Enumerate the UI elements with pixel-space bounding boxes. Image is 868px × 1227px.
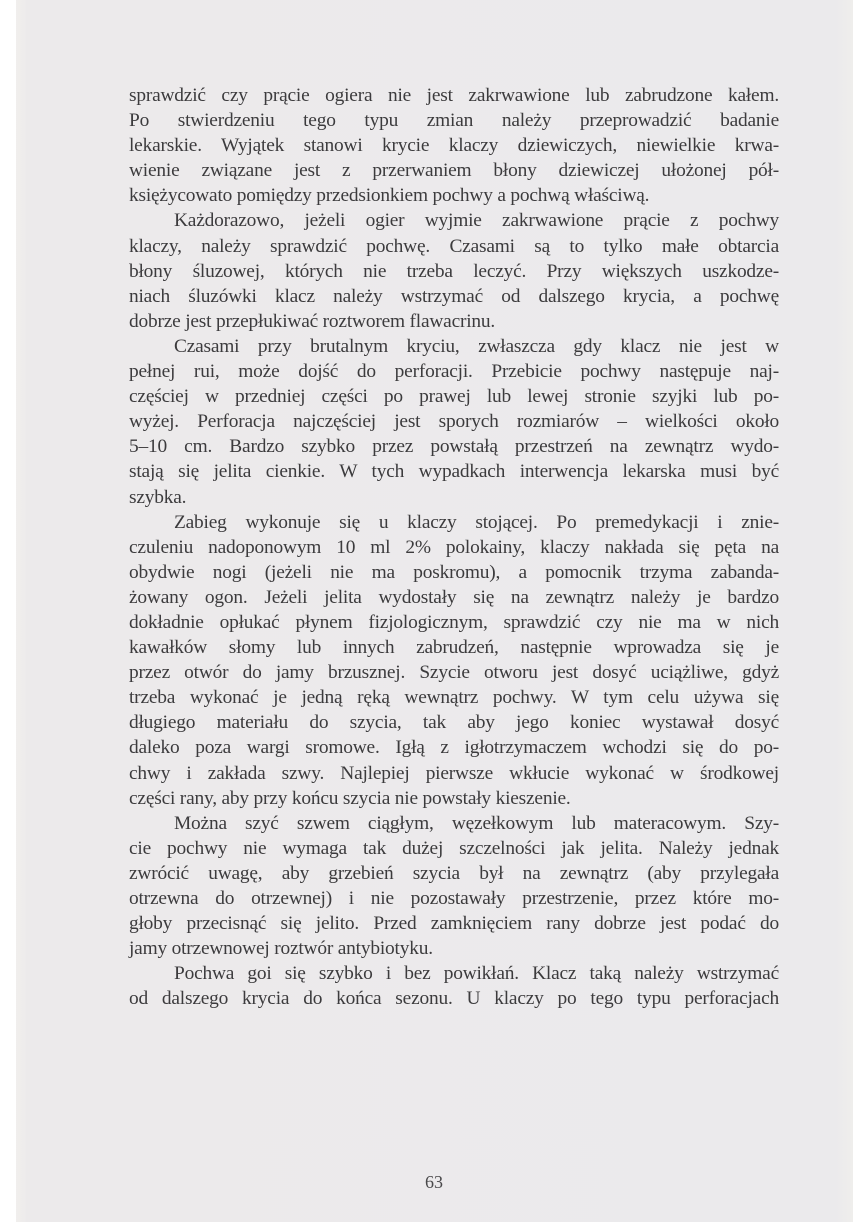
- text-line: księżycowato pomiędzy przedsionkiem pochwy a pochwą właściwą.: [129, 185, 650, 207]
- text-line: trzeba wykonać je jedną ręką wewnątrz pochwy. W tym celu używa się: [129, 687, 779, 709]
- paragraph: [129, 334, 779, 510]
- body-text: [129, 83, 779, 1011]
- paragraph: [129, 961, 779, 1011]
- text-line: od dalszego krycia do końca sezonu. U klaczy po tego typu perforacjach: [129, 988, 779, 1010]
- text-line: chwy i zakłada szwy. Najlepiej pierwsze wkłucie wykonać w środkowej: [129, 762, 779, 784]
- paragraph: [129, 811, 779, 962]
- text-line: pełnej rui, może dojść do perforacji. Przebicie pochwy następuje naj-: [129, 361, 779, 383]
- text-line: błony śluzowej, których nie trzeba leczyć. Przy większych uszkodze-: [129, 260, 779, 282]
- text-line: kawałków słomy lub innych zabrudzeń, następnie wprowadza się je: [129, 637, 779, 659]
- text-line: Można szyć szwem ciągłym, węzełkowym lub materacowym. Szy-: [174, 812, 779, 834]
- text-line: lekarskie. Wyjątek stanowi krycie klaczy dziewiczych, niewielkie krwa-: [129, 135, 779, 157]
- text-line: szybka.: [129, 486, 187, 508]
- text-line: cie pochwy nie wymaga tak dużej szczelności jak jelita. Należy jednak: [129, 837, 779, 859]
- text-line: Każdorazowo, jeżeli ogier wyjmie zakrwawione prącie z pochwy: [174, 210, 779, 232]
- text-line: obydwie nogi (jeżeli nie ma poskromu), a pomocnik trzyma zabanda-: [129, 561, 779, 583]
- text-line: klaczy, należy sprawdzić pochwę. Czasami są to tylko małe obtarcia: [129, 235, 779, 257]
- text-line: żowany ogon. Jeżeli jelita wydostały się na zewnątrz należy je bardzo: [129, 586, 779, 608]
- text-line: Po stwierdzeniu tego typu zmian należy przeprowadzić badanie: [129, 110, 779, 132]
- book-page: [16, 0, 853, 1222]
- text-line: wienie związane jest z przerwaniem błony dziewiczej ułożonej pół-: [129, 160, 779, 182]
- text-line: części rany, aby przy końcu szycia nie powstały kieszenie.: [129, 787, 571, 809]
- text-line: częściej w przedniej części po prawej lub lewej stronie szyjki lub po-: [129, 386, 779, 408]
- text-line: Zabieg wykonuje się u klaczy stojącej. Po premedykacji i znie-: [174, 511, 779, 533]
- text-line: stają się jelita cienkie. W tych wypadkach interwencja lekarska musi być: [129, 461, 779, 483]
- text-line: dobrze jest przepłukiwać roztworem flawacrinu.: [129, 310, 496, 332]
- text-line: wyżej. Perforacja najczęściej jest sporych rozmiarów – wielkości około: [129, 411, 779, 433]
- text-line: długiego materiału do szycia, tak aby jego koniec wystawał dosyć: [129, 712, 779, 734]
- text-line: Pochwa goi się szybko i bez powikłań. Klacz taką należy wstrzymać: [174, 963, 779, 985]
- paragraph: [129, 83, 779, 208]
- text-line: daleko poza wargi sromowe. Igłą z igłotrzymaczem wchodzi się do po-: [129, 737, 779, 759]
- paragraph: [129, 208, 779, 333]
- page-number: 63: [425, 1172, 443, 1192]
- text-line: zwrócić uwagę, aby grzebień szycia był na zewnątrz (aby przylegała: [129, 862, 779, 884]
- paragraph: [129, 510, 779, 811]
- text-line: przez otwór do jamy brzusznej. Szycie otworu jest dosyć uciążliwe, gdyż: [129, 662, 779, 684]
- text-line: otrzewna do otrzewnej) i nie pozostawały przestrzenie, przez które mo-: [129, 888, 779, 909]
- text-line: niach śluzówki klacz należy wstrzymać od dalszego krycia, a pochwę: [129, 285, 779, 307]
- text-line: dokładnie opłukać płynem fizjologicznym, sprawdzić czy nie ma w nich: [129, 611, 779, 633]
- text-line: głoby przecisnąć się jelito. Przed zamknięciem rany dobrze jest podać do: [129, 913, 779, 935]
- text-line: jamy otrzewnowej roztwór antybiotyku.: [129, 938, 433, 960]
- text-line: sprawdzić czy prącie ogiera nie jest zakrwawione lub zabrudzone kałem.: [129, 85, 779, 106]
- text-line: Czasami przy brutalnym kryciu, zwłaszcza gdy klacz nie jest w: [174, 335, 779, 357]
- text-line: czuleniu nadoponowym 10 ml 2% polokainy, klaczy nakłada się pęta na: [129, 536, 779, 558]
- text-line: 5–10 cm. Bardzo szybko przez powstałą przestrzeń na zewnątrz wydo-: [129, 436, 779, 458]
